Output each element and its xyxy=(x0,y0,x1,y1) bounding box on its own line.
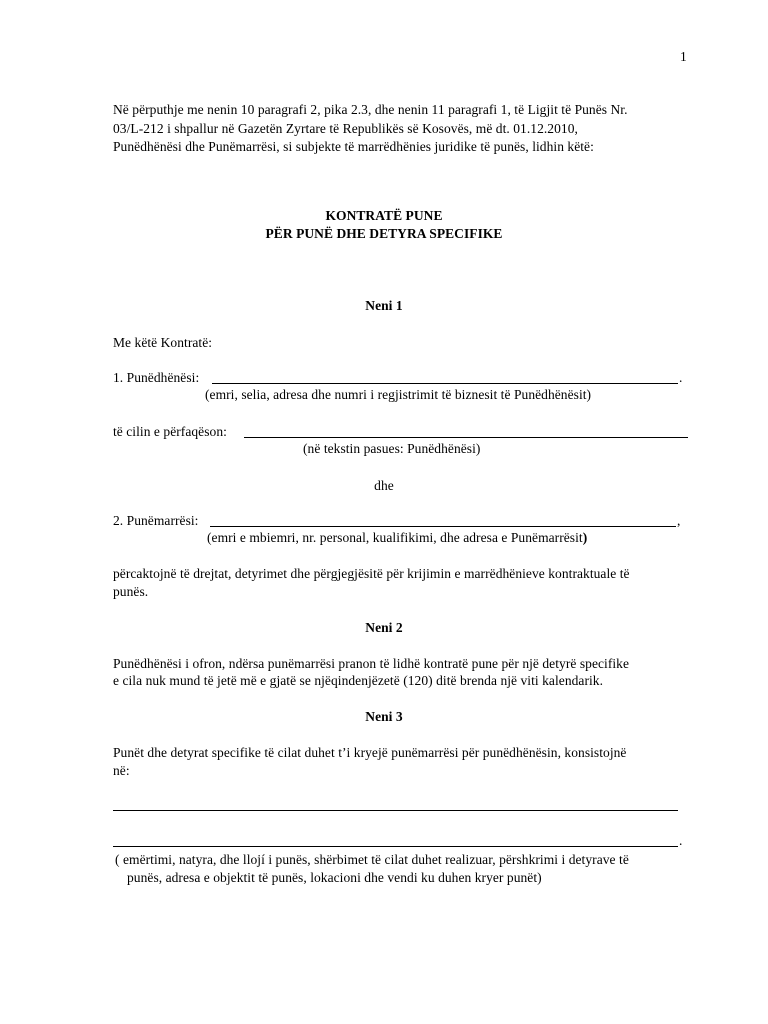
employee-label: 2. Punëmarrësi: xyxy=(113,513,199,528)
article-1-heading: Neni 1 xyxy=(365,298,403,313)
tasks-blank-line-1[interactable] xyxy=(113,810,678,811)
employer-label: 1. Punëdhënësi: xyxy=(113,370,200,385)
intro-line-3: Punëdhënësi dhe Punëmarrësi, si subjekte të marrëdhënies juridike të punës, lidhin këtë: xyxy=(113,139,594,154)
employer-hint: (emri, selia, adresa dhe numri i regjistrimit të biznesit të Punëdhënësit) xyxy=(205,387,592,402)
article-2-line-2: e cila nuk mund të jetë më e gjatë se njëqindenjëzetë (120) ditë brenda një viti kalendarik. xyxy=(113,673,604,688)
tasks-hint-line-2: punës, adresa e objektit të punës, lokacioni dhe vendi ku duhen kryer punët) xyxy=(127,870,542,885)
employer-blank-end: . xyxy=(679,370,683,385)
intro-line-1: Në përputhje me nenin 10 paragrafi 2, pika 2.3, dhe nenin 11 paragrafi 1, të Ligjit të Punës Nr. xyxy=(113,102,628,117)
representative-label: të cilin e përfaqëson: xyxy=(113,424,227,439)
article-3-heading: Neni 3 xyxy=(365,709,403,724)
employee-blank-line[interactable] xyxy=(210,526,676,527)
employee-hint-text: (emri e mbiemri, nr. personal, kualifikimi, dhe adresa e Punëmarrësit xyxy=(207,530,583,545)
employee-hint xyxy=(207,529,587,547)
article-3-line-1: Punët dhe detyrat specifike të cilat duhet t’i kryejë punëmarrësi për punëdhënësin, konsistojnë xyxy=(113,745,627,760)
tasks-blank-line-2[interactable] xyxy=(113,846,678,847)
article-2-line-1: Punëdhënësi i ofron, ndërsa punëmarrësi pranon të lidhë kontratë pune për një detyrë specifike xyxy=(113,656,630,671)
article-2-heading: Neni 2 xyxy=(365,620,403,635)
conjunction-dhe: dhe xyxy=(374,478,394,493)
tasks-hint-line-1: ( emërtimi, natyra, dhe llojí i punës, shërbimet të cilat duhet realizuar, përshkrimi i detyrave të xyxy=(115,852,629,867)
article-1-closing-line-1: përcaktojnë të drejtat, detyrimet dhe përgjegjësitë për krijimin e marrëdhënieve kontraktuale të xyxy=(113,566,630,581)
employee-hint-close: ) xyxy=(582,530,588,545)
article-1-closing-line-2: punës. xyxy=(113,584,149,599)
intro-line-2: 03/L-212 i shpallur në Gazetën Zyrtare të Republikës së Kosovës, më dt. 01.12.2010, xyxy=(113,121,578,136)
employer-blank-line[interactable] xyxy=(212,383,678,384)
representative-blank-line[interactable] xyxy=(244,437,688,438)
tasks-blank-end: . xyxy=(679,833,683,848)
employee-blank-end: , xyxy=(677,513,681,528)
representative-hint: (në tekstin pasues: Punëdhënësi) xyxy=(303,441,481,456)
page-number: 1 xyxy=(680,49,687,64)
contract-subtitle: PËR PUNË DHE DETYRA SPECIFIKE xyxy=(265,226,503,241)
article-1-intro: Me këtë Kontratë: xyxy=(113,335,213,350)
article-3-line-2: në: xyxy=(113,763,130,778)
contract-title: KONTRATË PUNE xyxy=(325,208,443,223)
